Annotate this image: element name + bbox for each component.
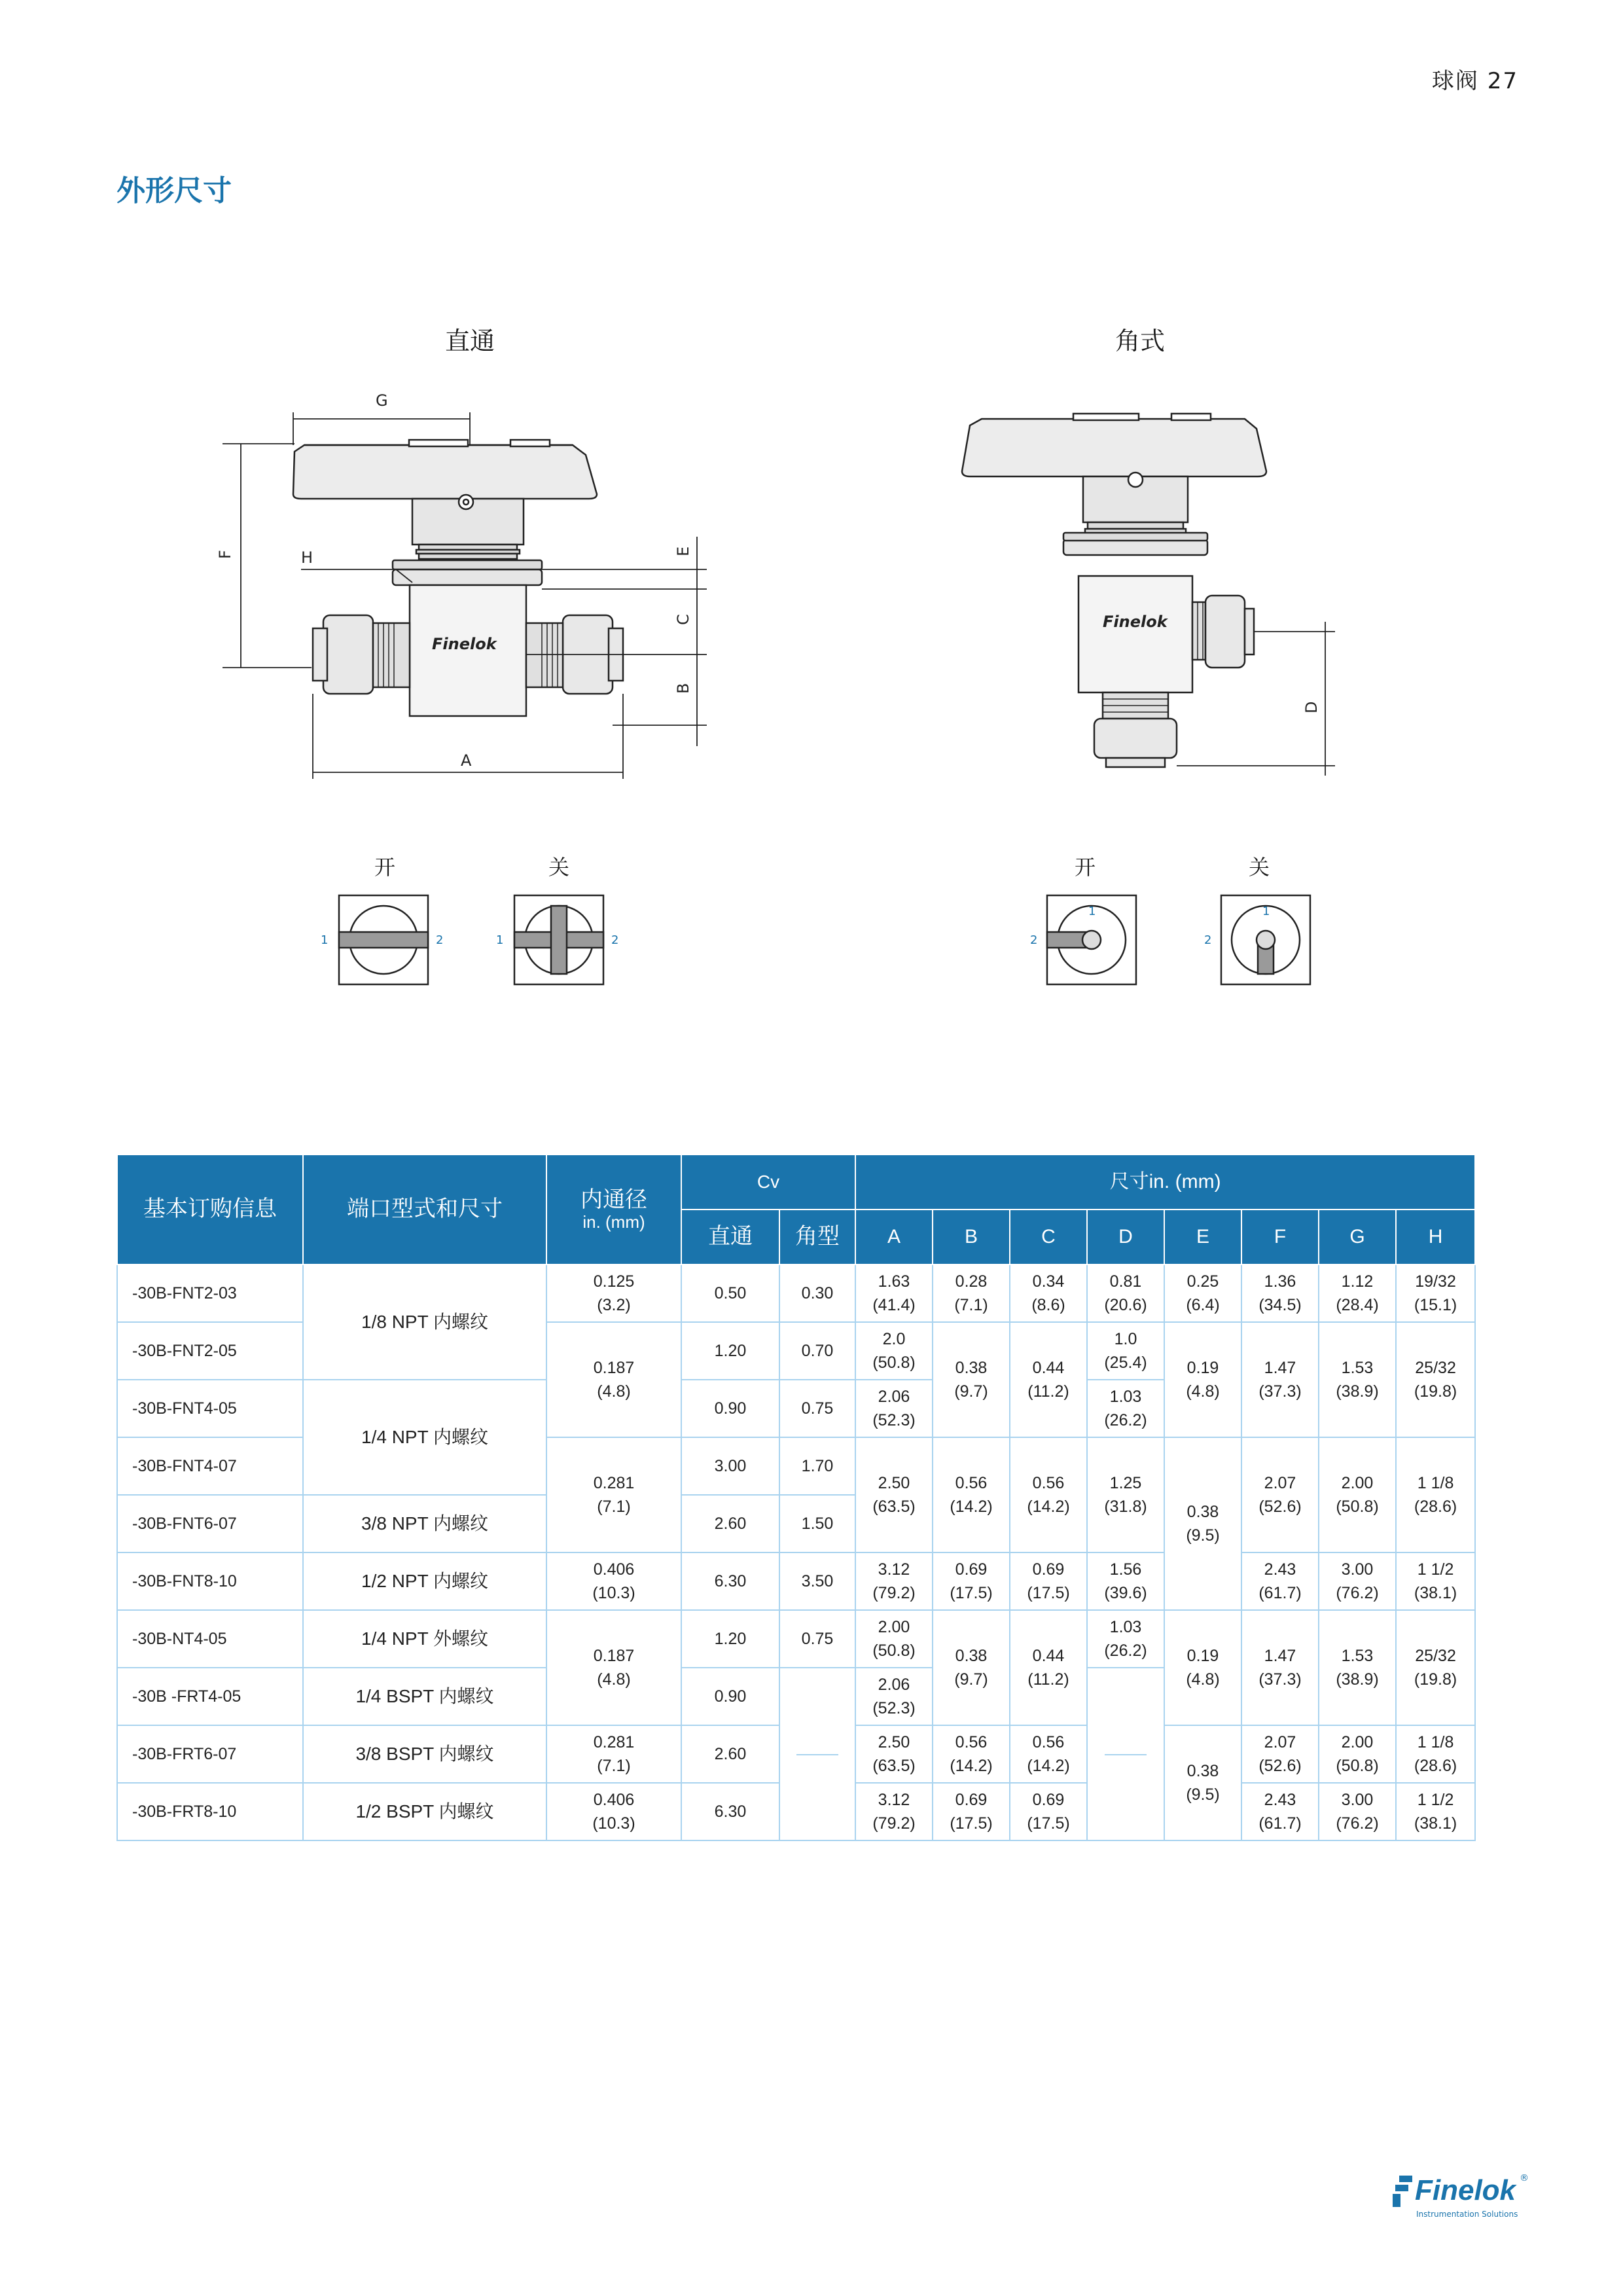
table-cell: 0.75 <box>779 1610 855 1668</box>
table-cell: 1.0 (25.4) <box>1087 1322 1164 1380</box>
straight-open-label: 开 <box>374 855 395 880</box>
table-cell: 0.44 (11.2) <box>1010 1322 1087 1437</box>
table-cell: 2.60 <box>681 1495 779 1552</box>
table-cell <box>779 1668 855 1840</box>
table-cell: 2.00 (50.8) <box>855 1610 933 1668</box>
table-cell: 1.53 (38.9) <box>1319 1610 1396 1725</box>
table-cell: -30B-FNT6-07 <box>117 1495 303 1552</box>
table-cell: -30B-FNT4-05 <box>117 1380 303 1437</box>
table-cell: 0.34 (8.6) <box>1010 1265 1087 1322</box>
table-cell: 2.0 (50.8) <box>855 1322 933 1380</box>
table-cell: 0.19 (4.8) <box>1164 1322 1241 1437</box>
table-cell: 0.187 (4.8) <box>546 1322 681 1437</box>
table-cell: 3/8 BSPT 内螺纹 <box>303 1725 546 1783</box>
table-cell: 0.56 (14.2) <box>933 1437 1010 1552</box>
table-cell: -30B -FRT4-05 <box>117 1668 303 1725</box>
table-cell: 0.281 (7.1) <box>546 1725 681 1783</box>
table-cell: 2.07 (52.6) <box>1241 1725 1319 1783</box>
table-cell: 0.28 (7.1) <box>933 1265 1010 1322</box>
table-cell: 0.187 (4.8) <box>546 1610 681 1725</box>
header-cv: Cv <box>681 1155 855 1210</box>
table-cell: -30B-FNT4-07 <box>117 1437 303 1495</box>
table-cell: 2.50 (63.5) <box>855 1725 933 1783</box>
header-bore: 内通径 in. (mm) <box>546 1155 681 1265</box>
header-dim-g: G <box>1319 1210 1396 1265</box>
angle-open-label: 开 <box>1074 855 1096 880</box>
table-cell: -30B-FNT2-03 <box>117 1265 303 1322</box>
table-cell: 3/8 NPT 内螺纹 <box>303 1495 546 1552</box>
table-cell: 1.03 (26.2) <box>1087 1610 1164 1668</box>
table-cell: 1.56 (39.6) <box>1087 1552 1164 1610</box>
logo-registered: ® <box>1520 2173 1529 2183</box>
table-cell: 0.281 (7.1) <box>546 1437 681 1552</box>
logo-text: Finelok <box>1415 2174 1516 2206</box>
brand-logo <box>1393 2172 1530 2231</box>
table-cell: 3.00 (76.2) <box>1319 1783 1396 1840</box>
logo-tagline: Instrumentation Solutions <box>1416 2210 1518 2219</box>
table-cell: -30B-FNT8-10 <box>117 1552 303 1610</box>
table-cell: 1/4 NPT 外螺纹 <box>303 1610 546 1668</box>
table-cell: 3.12 (79.2) <box>855 1552 933 1610</box>
svg-text:H: H <box>301 548 313 567</box>
header-cv-straight: 直通 <box>681 1210 779 1265</box>
table-row <box>117 1265 1475 1322</box>
section-title: 外形尺寸 <box>116 174 232 207</box>
table-cell: 1/2 NPT 内螺纹 <box>303 1552 546 1610</box>
table-cell <box>1087 1668 1164 1840</box>
table-cell: -30B-FRT6-07 <box>117 1725 303 1783</box>
table-cell: 0.69 (17.5) <box>933 1552 1010 1610</box>
table-cell: 1.36 (34.5) <box>1241 1265 1319 1322</box>
handle-position-icons <box>314 889 1335 994</box>
table-cell: 0.90 <box>681 1668 779 1725</box>
header-dim-e: E <box>1164 1210 1241 1265</box>
table-cell: 0.56 (14.2) <box>1010 1437 1087 1552</box>
table-cell: 0.38 (9.5) <box>1164 1725 1241 1840</box>
svg-text:1: 1 <box>1088 905 1096 918</box>
table-cell: 1.20 <box>681 1610 779 1668</box>
table-cell: 2.60 <box>681 1725 779 1783</box>
table-cell: 19/32 (15.1) <box>1396 1265 1475 1322</box>
table-cell: 25/32 (19.8) <box>1396 1610 1475 1725</box>
table-cell: 6.30 <box>681 1552 779 1610</box>
table-cell: 1.63 (41.4) <box>855 1265 933 1322</box>
table-cell: 1.12 (28.4) <box>1319 1265 1396 1322</box>
table-cell: 0.38 (9.5) <box>1164 1437 1241 1610</box>
table-cell: 1 1/2 (38.1) <box>1396 1783 1475 1840</box>
table-cell: 0.25 (6.4) <box>1164 1265 1241 1322</box>
svg-text:2: 2 <box>436 933 444 947</box>
header-dim-a: A <box>855 1210 933 1265</box>
header-dim-c: C <box>1010 1210 1087 1265</box>
table-cell: 0.38 (9.7) <box>933 1610 1010 1725</box>
svg-text:D: D <box>1302 701 1321 713</box>
header-order: 基本订购信息 <box>117 1155 303 1265</box>
header-dim-b: B <box>933 1210 1010 1265</box>
angle-diagram-title: 角式 <box>1115 327 1165 355</box>
table-row <box>117 1610 1475 1668</box>
table-cell: 2.43 (61.7) <box>1241 1783 1319 1840</box>
header-dim-h: H <box>1396 1210 1475 1265</box>
svg-text:2: 2 <box>1204 933 1212 947</box>
table-cell: 3.50 <box>779 1552 855 1610</box>
table-cell: 1.03 (26.2) <box>1087 1380 1164 1437</box>
table-cell: 2.06 (52.3) <box>855 1380 933 1437</box>
table-cell: 0.38 (9.7) <box>933 1322 1010 1437</box>
straight-diagram-title: 直通 <box>444 327 495 355</box>
table-cell: 0.125 (3.2) <box>546 1265 681 1322</box>
straight-valve-drawing <box>196 380 759 798</box>
table-cell: 0.56 (14.2) <box>933 1725 1010 1783</box>
table-cell: 0.69 (17.5) <box>1010 1552 1087 1610</box>
table-cell: 1.20 <box>681 1322 779 1380</box>
table-row <box>117 1552 1475 1610</box>
svg-text:1: 1 <box>1262 905 1270 918</box>
table-cell: 2.50 (63.5) <box>855 1437 933 1552</box>
table-cell: 0.75 <box>779 1380 855 1437</box>
table-cell: 2.00 (50.8) <box>1319 1725 1396 1783</box>
table-cell: 2.06 (52.3) <box>855 1668 933 1725</box>
table-cell: 0.70 <box>779 1322 855 1380</box>
table-cell: 1.70 <box>779 1437 855 1495</box>
table-cell: 0.30 <box>779 1265 855 1322</box>
angle-valve-drawing <box>949 406 1355 798</box>
svg-text:C: C <box>674 614 692 625</box>
header-dim-d: D <box>1087 1210 1164 1265</box>
table-cell: 0.406 (10.3) <box>546 1552 681 1610</box>
table-cell: -30B-NT4-05 <box>117 1610 303 1668</box>
header-dims: 尺寸in. (mm) <box>855 1155 1475 1210</box>
table-cell: 1/2 BSPT 内螺纹 <box>303 1783 546 1840</box>
table-cell: 1.25 (31.8) <box>1087 1437 1164 1552</box>
page-number: 球阀 27 <box>1431 68 1518 94</box>
svg-text:G: G <box>376 391 388 410</box>
table-cell: 25/32 (19.8) <box>1396 1322 1475 1437</box>
table-cell: -30B-FNT2-05 <box>117 1322 303 1380</box>
table-cell: 0.81 (20.6) <box>1087 1265 1164 1322</box>
table-cell: 2.43 (61.7) <box>1241 1552 1319 1610</box>
svg-text:A: A <box>461 751 472 770</box>
table-cell: 3.00 (76.2) <box>1319 1552 1396 1610</box>
table-cell: 0.69 (17.5) <box>1010 1783 1087 1840</box>
svg-text:E: E <box>674 546 692 556</box>
table-cell: 1 1/8 (28.6) <box>1396 1725 1475 1783</box>
table-cell: 1.53 (38.9) <box>1319 1322 1396 1437</box>
svg-text:1: 1 <box>496 933 504 947</box>
table-cell: 0.69 (17.5) <box>933 1783 1010 1840</box>
table-cell: 1.47 (37.3) <box>1241 1322 1319 1437</box>
table-cell: 0.44 (11.2) <box>1010 1610 1087 1725</box>
logo-mark-icon <box>1393 2176 1412 2207</box>
table-cell: 1/8 NPT 内螺纹 <box>303 1265 546 1380</box>
table-cell: -30B-FRT8-10 <box>117 1783 303 1840</box>
table-cell: 3.00 <box>681 1437 779 1495</box>
table-cell: 6.30 <box>681 1783 779 1840</box>
table-cell: 1 1/8 (28.6) <box>1396 1437 1475 1552</box>
spec-table <box>116 1154 1476 1841</box>
straight-body-brand: Finelok <box>432 635 497 653</box>
svg-text:2: 2 <box>611 933 619 947</box>
header-port: 端口型式和尺寸 <box>303 1155 546 1265</box>
angle-closed-label: 关 <box>1248 855 1270 880</box>
table-cell: 3.12 (79.2) <box>855 1783 933 1840</box>
header-cv-angle: 角型 <box>779 1210 855 1265</box>
table-cell: 1/4 BSPT 内螺纹 <box>303 1668 546 1725</box>
svg-text:B: B <box>674 683 692 694</box>
svg-text:2: 2 <box>1030 933 1038 947</box>
table-cell: 0.90 <box>681 1380 779 1437</box>
header-dim-f: F <box>1241 1210 1319 1265</box>
svg-text:F: F <box>216 550 234 559</box>
table-cell: 1.50 <box>779 1495 855 1552</box>
svg-text:1: 1 <box>321 933 329 947</box>
table-cell: 2.07 (52.6) <box>1241 1437 1319 1552</box>
table-cell: 0.19 (4.8) <box>1164 1610 1241 1725</box>
straight-closed-label: 关 <box>548 855 569 880</box>
angle-body-brand: Finelok <box>1103 613 1168 631</box>
table-cell: 1 1/2 (38.1) <box>1396 1552 1475 1610</box>
table-cell: 2.00 (50.8) <box>1319 1437 1396 1552</box>
table-cell: 0.56 (14.2) <box>1010 1725 1087 1783</box>
table-cell: 0.406 (10.3) <box>546 1783 681 1840</box>
table-cell: 1/4 NPT 内螺纹 <box>303 1380 546 1495</box>
table-cell: 1.47 (37.3) <box>1241 1610 1319 1725</box>
table-cell: 0.50 <box>681 1265 779 1322</box>
